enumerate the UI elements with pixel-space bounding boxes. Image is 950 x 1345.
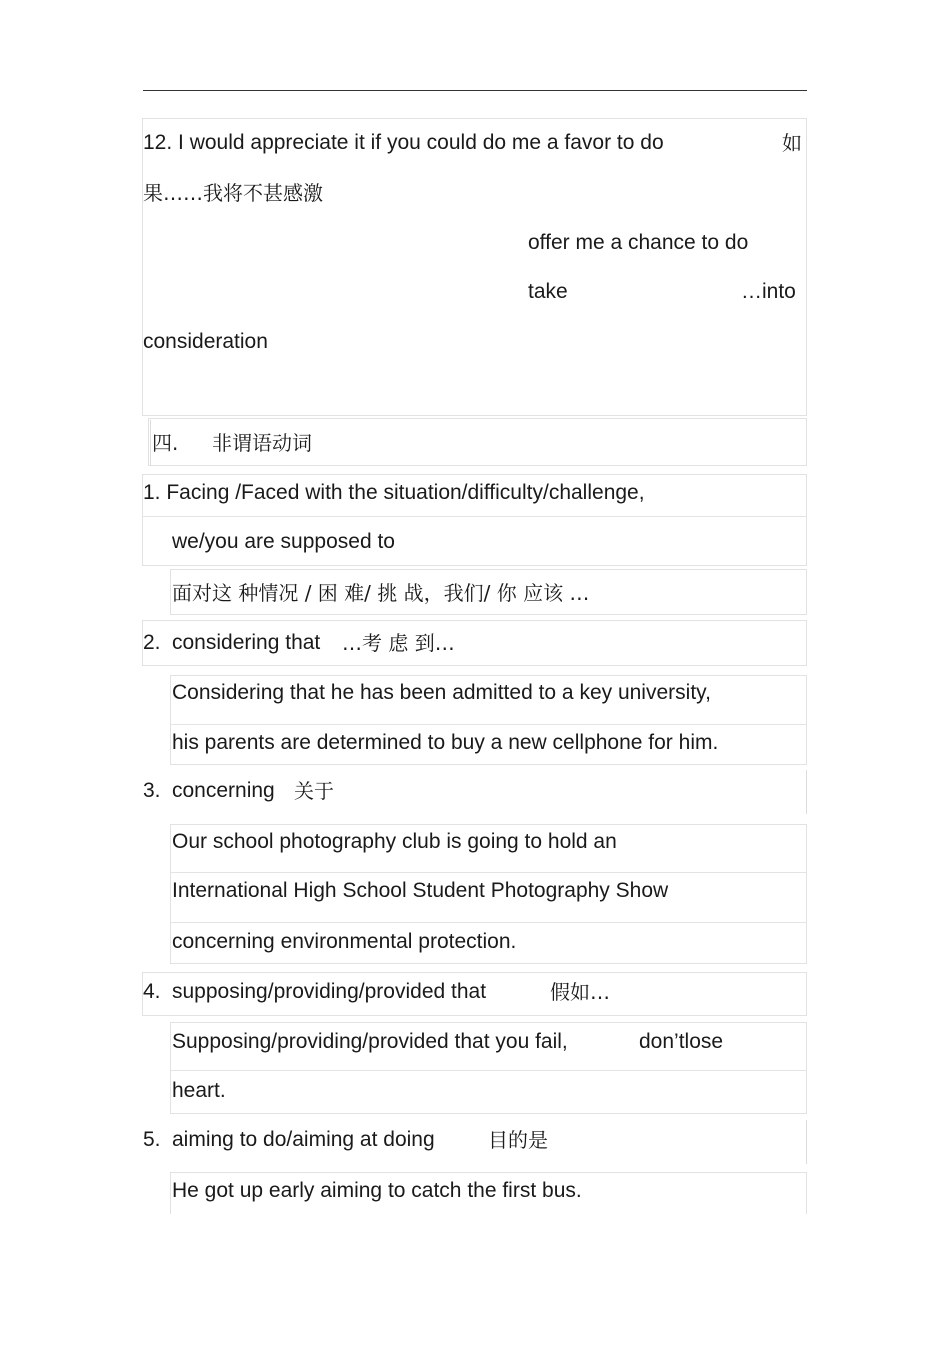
item-1-line1: 1. Facing /Faced with the situation/difficulty/challenge, xyxy=(143,481,645,504)
phrase-12-line4-into: …into xyxy=(741,280,796,303)
heading-left-rule xyxy=(150,420,151,466)
item-4-example-1: Supposing/providing/provided that you fail, xyxy=(172,1030,568,1053)
item-2-example-2: his parents are determined to buy a new cellphone for him. xyxy=(172,731,719,754)
item-3-phrase: concerning xyxy=(172,779,275,802)
item-3-example-1: Our school photography club is going to hold an xyxy=(172,830,617,853)
item-5-cn: 目的是 xyxy=(488,1128,548,1152)
item-3-right-rule xyxy=(806,770,807,814)
item-2-cn: …考 虑 到… xyxy=(342,631,455,655)
phrase-12-line3: offer me a chance to do xyxy=(528,231,749,254)
item-3-number: 3. xyxy=(143,779,161,802)
item-4-example-divider xyxy=(170,1070,807,1071)
item-1-divider xyxy=(142,516,807,517)
phrase-12-line5: consideration xyxy=(143,330,268,353)
item-2-example-divider xyxy=(170,724,807,725)
item-1-cn: 面对这 种情况 / 困 难/ 挑 战，我们/ 你 应该 … xyxy=(172,581,590,605)
item-1-line2: we/you are supposed to xyxy=(172,530,395,553)
item-3-example-divider-1 xyxy=(170,872,807,873)
phrase-12-line1: 12. I would appreciate it if you could do me a favor to do xyxy=(143,131,664,154)
item-4-example-1b: don’tlose xyxy=(639,1030,724,1053)
phrase-12-line4-take: take xyxy=(528,280,568,303)
item-4-phrase: supposing/providing/provided that xyxy=(172,980,487,1003)
item-2-number: 2. xyxy=(143,631,161,654)
item-3-example-3: concerning environmental protection. xyxy=(172,930,517,953)
item-5-number: 5. xyxy=(143,1128,161,1151)
item-2-example-1: Considering that he has been admitted to a key university, xyxy=(172,681,711,704)
section-heading-number: 四. xyxy=(152,431,179,455)
section-12-box xyxy=(142,118,807,416)
item-2-phrase: considering that xyxy=(172,631,321,654)
item-4-cn: 假如… xyxy=(550,980,610,1004)
item-3-example-divider-2 xyxy=(170,922,807,923)
item-3-example-2: International High School Student Photography Show xyxy=(172,879,669,902)
item-3-cn: 关于 xyxy=(294,779,334,803)
item-5-phrase: aiming to do/aiming at doing xyxy=(172,1128,435,1151)
phrase-12-cn-part2: 果……我将不甚感激 xyxy=(143,181,323,205)
item-4-number: 4. xyxy=(143,980,161,1003)
item-5-example-1: He got up early aiming to catch the first bus. xyxy=(172,1179,582,1202)
section-heading-title: 非谓语动词 xyxy=(212,431,312,455)
phrase-12-cn-part1: 如 xyxy=(782,131,802,155)
top-rule xyxy=(143,90,807,91)
item-4-example-2: heart. xyxy=(172,1079,226,1102)
item-5-right-rule xyxy=(806,1120,807,1164)
